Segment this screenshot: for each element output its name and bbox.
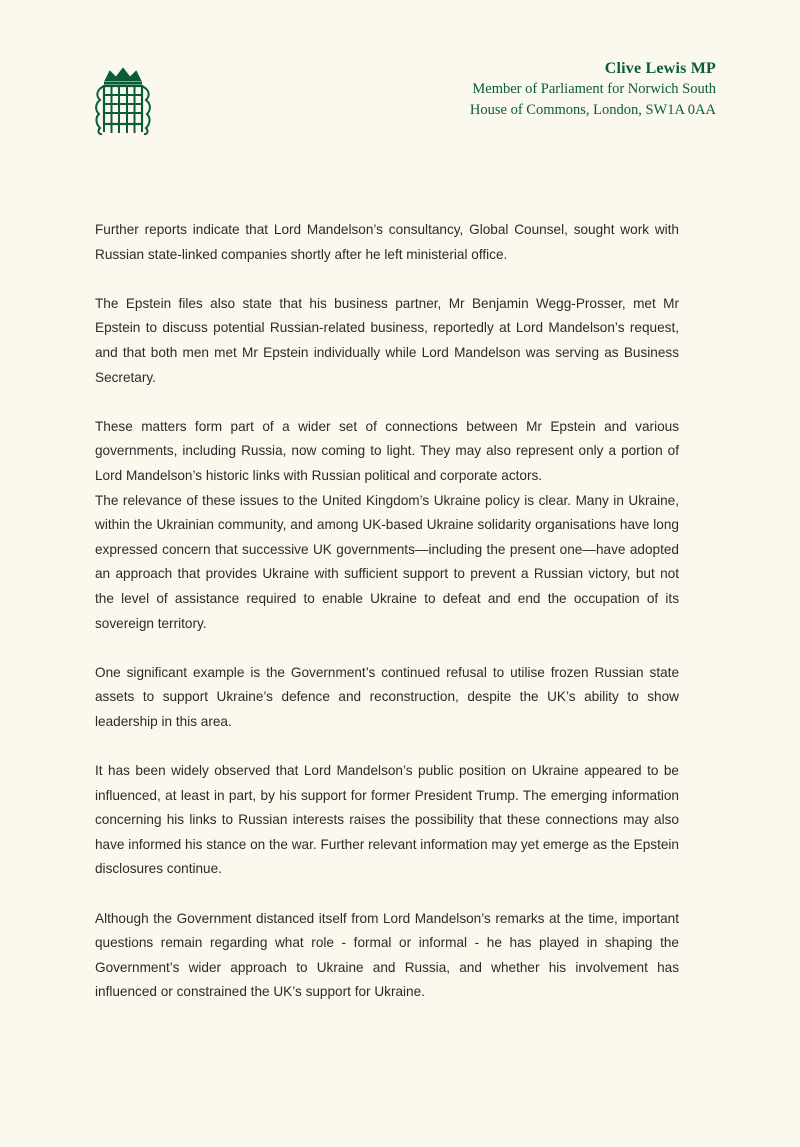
letterhead — [470, 58, 716, 121]
paragraph: Further reports indicate that Lord Mandelson’s consultancy, Global Counsel, sought work with Russian state-linked companies shortly after he left ministerial office. — [95, 222, 679, 262]
mp-address: House of Commons, London, SW1A 0AA — [469, 102, 716, 118]
paragraph: It has been widely observed that Lord Mandelson’s public position on Ukraine appeared to be influenced, at least in part, by his support for former President Trump. The emerging information concerning his links to Russian interests raises the possibility that these connections may also have informed his stance on the war. Further relevant information may yet emerge as the Epstein disclosures continue. — [95, 763, 679, 877]
portcullis-logo — [92, 66, 154, 136]
letter-body — [95, 218, 679, 1030]
mp-name: Clive Lewis MP — [604, 60, 716, 77]
paragraph: The Epstein files also state that his business partner, Mr Benjamin Wegg-Prosser, met Mr Epstein to discuss potential Russian-related business, reportedly at Lord Mandelson’s request, and that both men met Mr Epstein individually while Lord Mandelson was serving as Business Secretary. — [95, 295, 679, 385]
paragraph: These matters form part of a wider set of connections between Mr Epstein and various governments, including Russia, now coming to light. They may also represent only a portion of Lord Mandelson’s historic links with Russian political and corporate actors. — [95, 418, 679, 483]
paragraph: The relevance of these issues to the United Kingdom’s Ukraine policy is clear. Many in Ukraine, within the Ukrainian community, and among UK-based Ukraine solidarity organisations have long expressed concern that successive UK governments—including the present one—have adopted an approach that provides Ukraine with sufficient support to prevent a Russian victory, but not the level of assistance required to enable Ukraine to defeat and end the occupation of its sovereign territory. — [95, 492, 679, 631]
paragraph: Although the Government distanced itself from Lord Mandelson’s remarks at the time, important questions remain regarding what role - formal or informal - he has played in shaping the Government’s wider approach to Ukraine and Russia, and whether his involvement has influenced or constrained the UK’s support for Ukraine. — [95, 910, 679, 1000]
mp-role: Member of Parliament for Norwich South — [472, 81, 716, 97]
paragraph: One significant example is the Government’s continued refusal to utilise frozen Russian state assets to support Ukraine’s defence and reconstruction, despite the UK’s ability to show leadership in this area. — [95, 664, 679, 729]
